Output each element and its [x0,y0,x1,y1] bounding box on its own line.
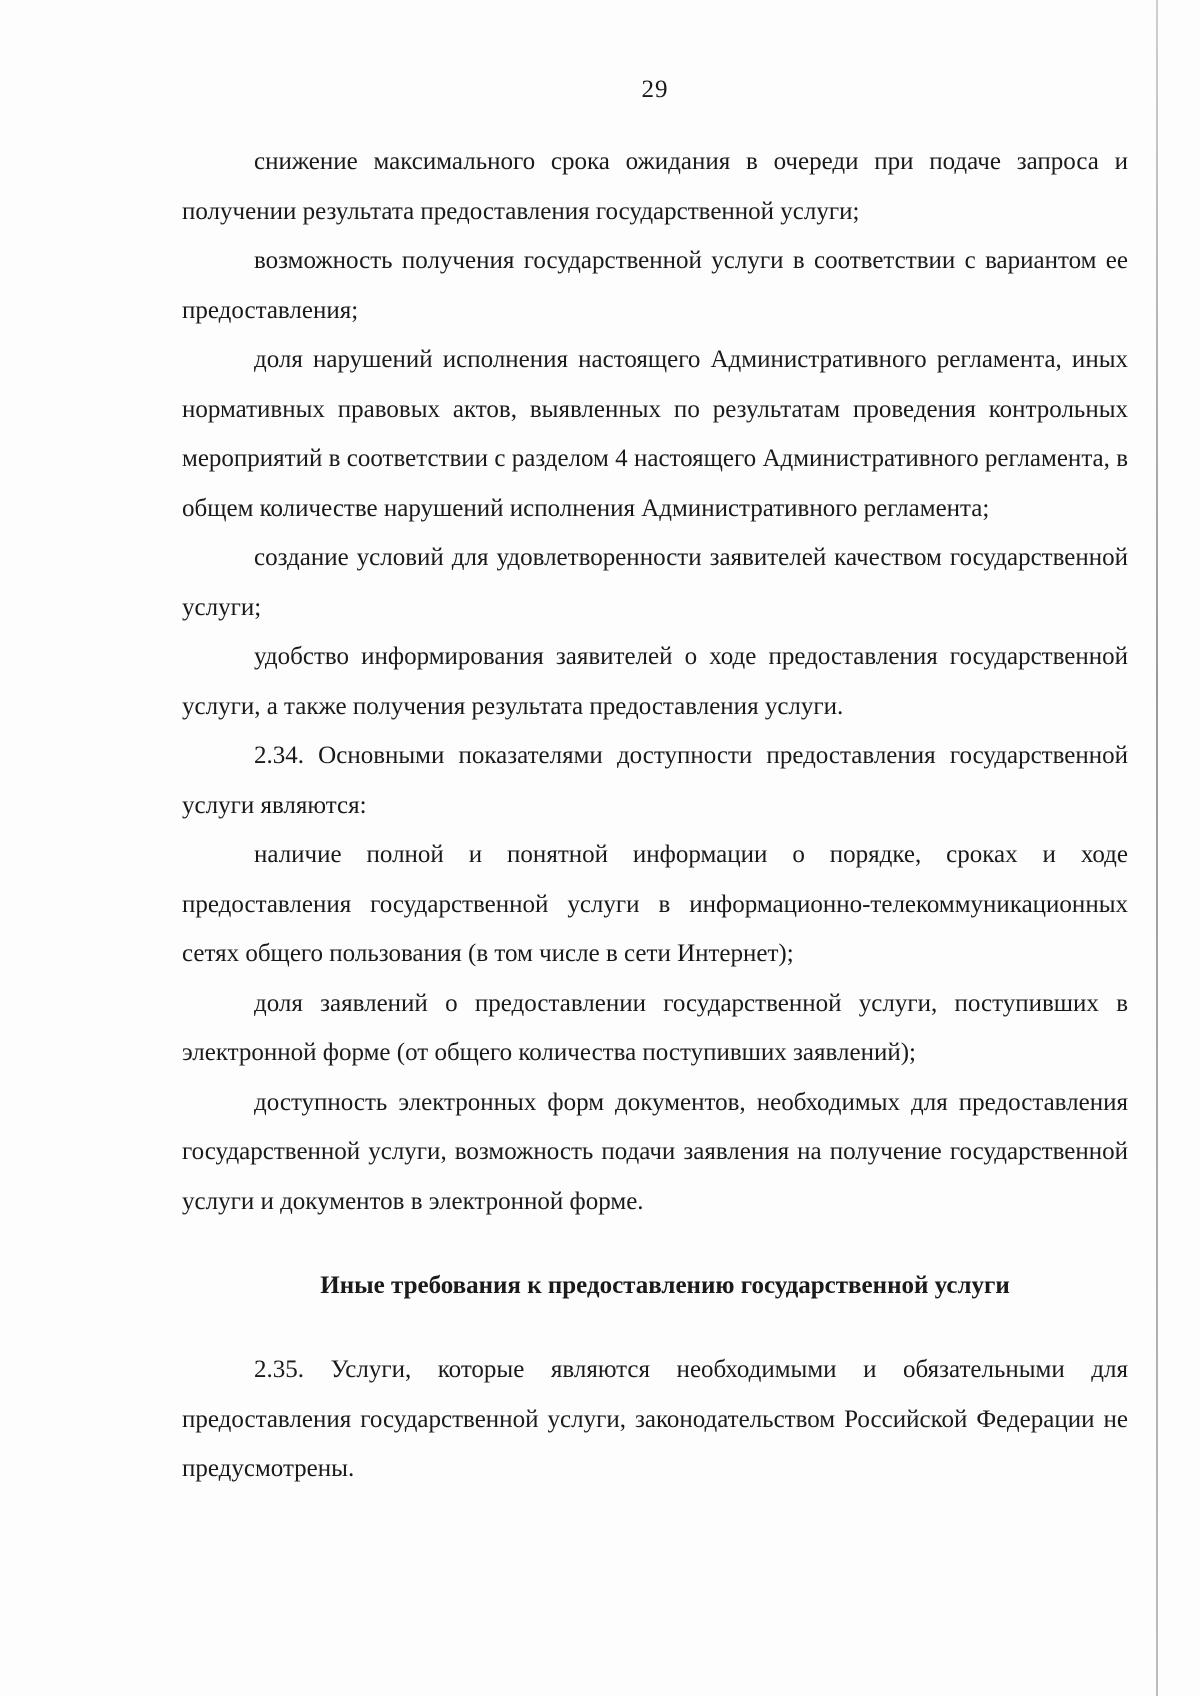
paragraph: 2.35. Услуги, которые являются необходимыми и обязательными для предоставления государственной услуги, законодательством Российской Федерации не предусмотрены. [182,1356,1128,1482]
paragraph: доля заявлений о предоставлении государственной услуги, поступивших в электронной форме (от общего количества поступивших заявлений); [182,989,1128,1066]
paragraph: возможность получения государственной услуги в соответствии с вариантом ее предоставления; [182,247,1128,324]
section-heading: Иные требования к предоставлению государственной услуги [320,1272,1010,1299]
scan-edge-line [1156,0,1158,1696]
paragraph: создание условий для удовлетворенности заявителей качеством государственной услуги; [182,544,1128,621]
page-number: 29 [641,76,669,103]
paragraph: доля нарушений исполнения настоящего Административного регламента, иных нормативных правовых актов, выявленных по результатам проведения контрольных мероприятий в соответствии с разделом 4 настоящего Административного регламента, в общем количестве нарушений исполнения Административного регламента; [182,346,1128,522]
paragraph: 2.34. Основными показателями доступности предоставления государственной услуги являются: [182,742,1128,819]
paragraph: удобство информирования заявителей о ходе предоставления государственной услуги, а также получения результата предоставления услуги. [182,643,1128,720]
paragraph: доступность электронных форм документов, необходимых для предоставления государственной услуги, возможность подачи заявления на получение государственной услуги и документов в электронной форме. [182,1088,1128,1215]
document-body [182,137,1128,1494]
paragraph: наличие полной и понятной информации о порядке, сроках и ходе предоставления государственной услуги в информационно-телекоммуникационных сетях общего пользования (в том числе в сети Интернет); [182,841,1128,967]
paragraph: снижение максимального срока ожидания в очереди при подаче запроса и получении результата предоставления государственной услуги; [182,148,1128,225]
